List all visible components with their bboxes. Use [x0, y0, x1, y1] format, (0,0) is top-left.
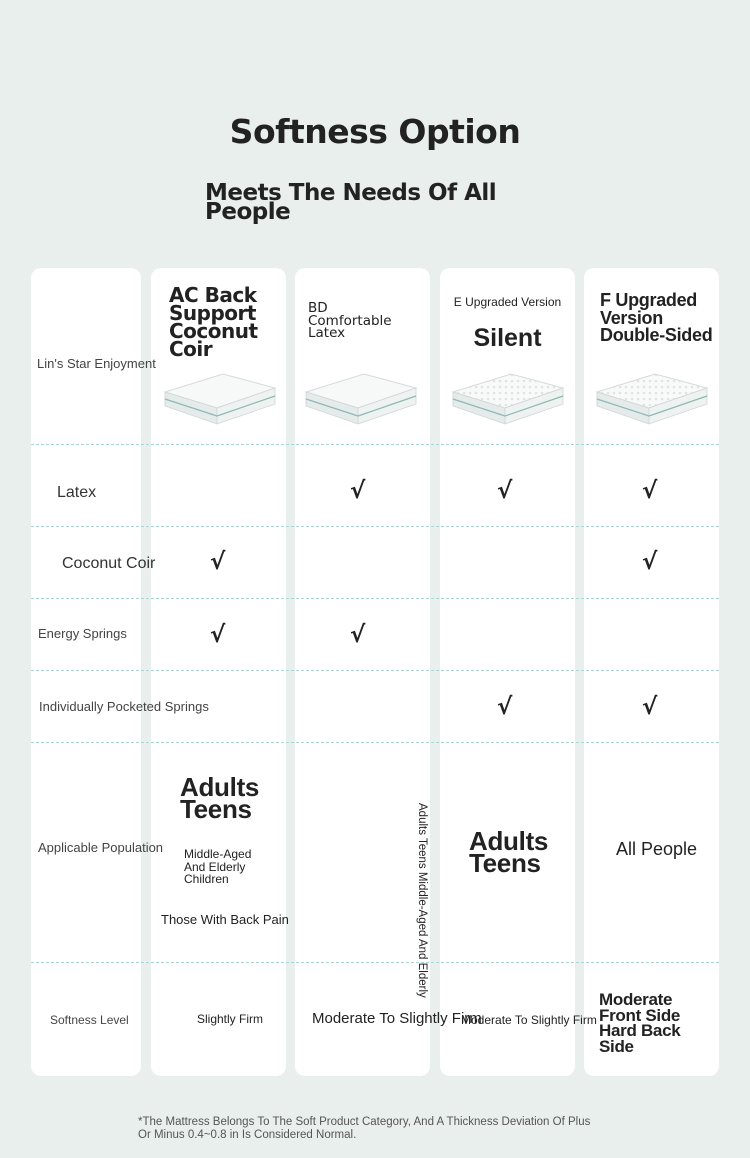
mattress-image-e: [449, 366, 565, 426]
check-pocketed-e: √: [497, 694, 513, 720]
model-title-f: F Upgraded Version Double-Sided: [600, 290, 713, 345]
row-divider: [31, 742, 719, 743]
check-coconut-f: √: [642, 549, 658, 575]
model-title-bd: BD Comfortable Latex: [308, 300, 392, 341]
page-title: Softness Option: [229, 112, 521, 151]
row-divider: [31, 962, 719, 963]
check-energy-ac: √: [210, 622, 226, 648]
page-subtitle: Meets The Needs Of All People: [205, 180, 497, 225]
check-energy-bd: √: [350, 622, 366, 648]
row-divider: [31, 526, 719, 527]
check-latex-e: √: [497, 478, 513, 504]
population-f: All People: [616, 839, 698, 859]
softness-bd: Moderate To Slightly Firm: [312, 1010, 482, 1027]
row-label-energy: Energy Springs: [38, 626, 127, 641]
check-latex-f: √: [642, 478, 658, 504]
row-divider: [31, 598, 719, 599]
softness-e: Moderate To Slightly Firm: [461, 1013, 597, 1027]
softness-f: Moderate Front Side Hard Back Side: [599, 990, 681, 1056]
softness-ac: Slightly Firm: [197, 1012, 264, 1026]
row-label-pocketed: Individually Pocketed Springs: [39, 699, 209, 714]
row-label-population: Applicable Population: [38, 840, 164, 855]
check-pocketed-f: √: [642, 694, 658, 720]
row-divider: [31, 444, 719, 445]
check-coconut-ac: √: [210, 549, 226, 575]
population-ac-main: Adults Teens: [180, 772, 260, 824]
row-label-softness: Softness Level: [50, 1013, 129, 1027]
population-bd-text: Adults Teens Middle-Aged And Elderly: [416, 803, 428, 998]
mattress-image-ac: [161, 366, 277, 426]
row-label-coconut: Coconut Coir: [62, 555, 156, 572]
check-latex-bd: √: [350, 478, 366, 504]
model-title-e-top: E Upgraded Version: [453, 295, 562, 309]
row-label-model: Lin's Star Enjoyment: [37, 356, 156, 371]
model-title-e-main: Silent: [473, 324, 542, 352]
population-ac-sub: Middle-Aged And Elderly Children: [184, 847, 252, 886]
row-divider: [31, 670, 719, 671]
model-title-ac: AC Back Support Coconut Coir: [169, 283, 258, 361]
population-ac-extra: Those With Back Pain: [161, 912, 289, 927]
population-e-main: Adults Teens: [469, 826, 549, 878]
column-labels: [31, 268, 141, 1076]
row-label-latex: Latex: [57, 484, 97, 501]
footnote: *The Mattress Belongs To The Soft Product Category, And A Thickness Deviation Of Plus Or Minus 0.4~0.8 in Is Considered Normal.: [138, 1116, 591, 1141]
mattress-image-bd: [302, 366, 418, 426]
mattress-image-f: [593, 366, 709, 426]
population-bd: [415, 803, 429, 1011]
